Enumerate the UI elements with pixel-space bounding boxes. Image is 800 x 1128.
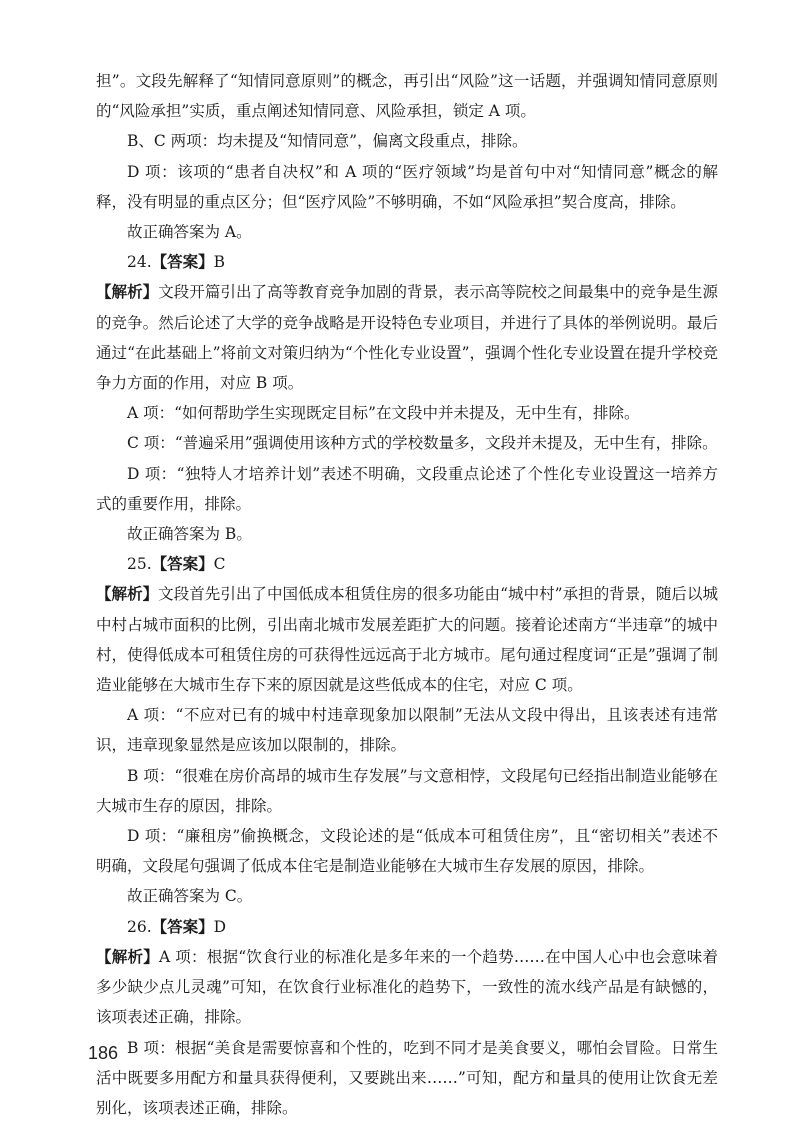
paragraph: A 项：“不应对已有的城中村违章现象加以限制”无法从文段中得出，且该表述有违常识，违章现象显然是应该加以限制的，排除。	[96, 706, 718, 755]
paragraph: 故正确答案为 B。	[127, 525, 252, 544]
paragraph: D 项：“廉租房”偷换概念，文段论述的是“低成本可租赁住房”，且“密切相关”表述不明确，文段尾句强调了低成本住宅是制造业能够在大城市生存发展的原因，排除。	[96, 827, 718, 876]
paragraph: A 项：“如何帮助学生实现既定目标”在文段中并未提及，无中生有，排除。	[127, 404, 640, 423]
analysis-label: 【解析】	[96, 283, 159, 302]
answer-letter: B	[213, 253, 226, 272]
paragraph: D 项：“独特人才培养计划”表述不明确，文段重点论述了个性化专业设置这一培养方式的重要作用，排除。	[96, 464, 718, 513]
analysis-label: 【解析】	[96, 585, 159, 604]
analysis-paragraph	[96, 942, 718, 1033]
analysis-paragraph	[96, 579, 718, 700]
analysis-text: 文段首先引出了中国低成本租赁住房的很多功能由“城中村”承担的背景，随后以城中村占城市面积的比例，引出南北城市发展差距扩大的问题。接着论述南方“半违章”的城中村，使得低成本可租赁住房的可获得性远远高于北方城市。尾句通过程度词“正是”强调了制造业能够在大城市生存下来的原因就是这些低成本的住宅，对应 C 项。	[96, 585, 718, 695]
answer-heading	[96, 912, 718, 942]
answer-label: 【答案】	[151, 253, 214, 272]
answer-heading	[96, 549, 718, 579]
question-number: 25.	[127, 555, 152, 574]
page-number: 186	[88, 1043, 119, 1063]
paragraph: 故正确答案为 C。	[127, 887, 253, 906]
answer-letter: D	[213, 917, 227, 936]
question-number: 26.	[127, 917, 152, 936]
answer-label: 【答案】	[151, 555, 214, 574]
answer-letter: C	[213, 555, 226, 574]
analysis-paragraph	[96, 277, 718, 398]
paragraph: B 项：根据“美食是需要惊喜和个性的，吃到不同才是美食要义，哪怕会冒险。日常生活中既要多用配方和量具获得便利，又要跳出来……”可知，配方和量具的使用让饮食无差别化，该项表述正确，排除。	[96, 1038, 718, 1117]
answer-label: 【答案】	[151, 917, 214, 936]
paragraph: 担”。文段先解释了“知情同意原则”的概念，再引出“风险”这一话题，并强调知情同意原则的“风险承担”实质，重点阐述知情同意、风险承担，锁定 A 项。	[96, 72, 718, 121]
question-number: 24.	[127, 253, 152, 272]
answer-heading	[96, 247, 718, 277]
analysis-text: A 项：根据“饮食行业的标准化是多年来的一个趋势……在中国人心中也会意味着多少缺少点儿灵魂”可知，在饮食行业标准化的趋势下，一致性的流水线产品是有缺憾的，该项表述正确，排除。	[96, 947, 718, 1027]
analysis-text: 文段开篇引出了高等教育竞争加剧的背景，表示高等院校之间最集中的竞争是生源的竞争。然后论述了大学的竞争战略是开设特色专业项目，并进行了具体的举例说明。最后通过“在此基础上”将前文对策归纳为“个性化专业设置”，强调个性化专业设置在提升学校竞争力方面的作用，对应 B 项。	[96, 283, 718, 393]
paragraph: C 项：“普遍采用”强调使用该种方式的学校数量多，文段并未提及，无中生有，排除。	[127, 434, 718, 453]
analysis-label: 【解析】	[96, 947, 159, 966]
document-page	[96, 66, 718, 1123]
paragraph: D 项：该项的“患者自决权”和 A 项的“医疗领域”均是首句中对“知情同意”概念的解释，没有明显的重点区分；但“医疗风险”不够明确，不如“风险承担”契合度高，排除。	[96, 162, 718, 211]
paragraph: 故正确答案为 A。	[127, 223, 252, 242]
paragraph: B 项：“很难在房价高昂的城市生存发展”与文意相悖，文段尾句已经指出制造业能够在大城市生存的原因，排除。	[96, 766, 718, 815]
paragraph: B、C 两项：均未提及“知情同意”，偏离文段重点，排除。	[127, 132, 528, 151]
